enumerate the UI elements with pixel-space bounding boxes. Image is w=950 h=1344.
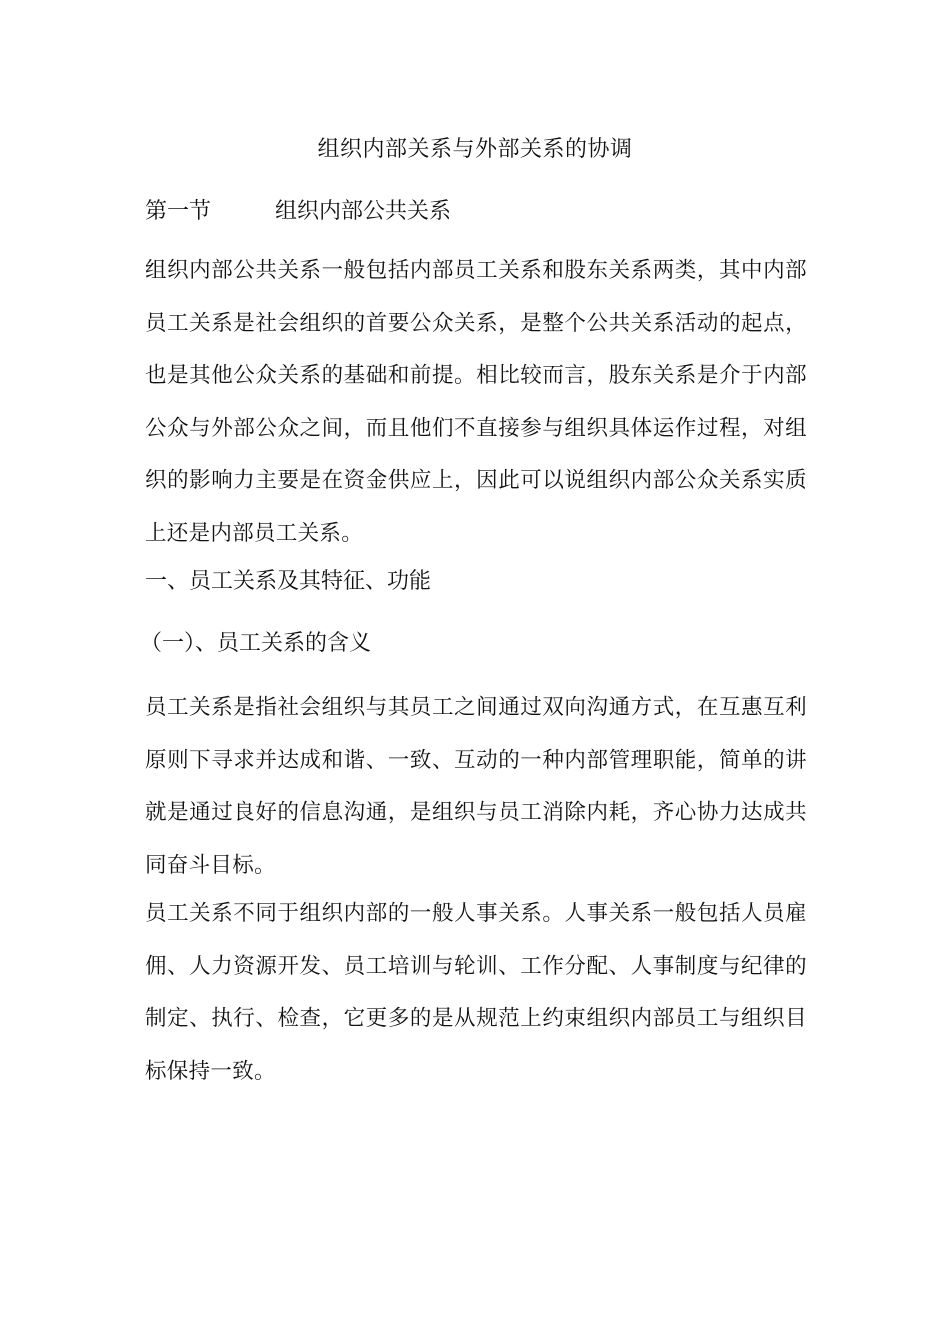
comparison-paragraph: 员工关系不同于组织内部的一般人事关系。人事关系一般包括人员雇佣、人力资源开发、员工培训与轮训、工作分配、人事制度与纪律的制定、执行、检查，它更多的是从规范上约束组织内部员工与组织目标保持一致。	[145, 901, 807, 1084]
document-title: 组织内部关系与外部关系的协调	[317, 137, 633, 162]
section-title: 组织内部公共关系	[275, 199, 452, 224]
section-number: 第一节	[145, 199, 212, 224]
section-heading	[145, 195, 451, 229]
subheading-definition: （一）、员工关系的含义	[140, 631, 372, 656]
intro-paragraph: 组织内部公共关系一般包括内部员工关系和股东关系两类，其中内部员工关系是社会组织的首要公众关系，是整个公共关系活动的起点，也是其他公众关系的基础和前提。相比较而言，股东关系是介于内部公众与外部公众之间，而且他们不直接参与组织具体运作过程，对组织的影响力主要是在资金供应上，因此可以说组织内部公众关系实质上还是内部员工关系。	[145, 258, 807, 546]
heading-employee-relations: 一、员工关系及其特征、功能	[145, 569, 432, 594]
definition-paragraph: 员工关系是指社会组织与其员工之间通过双向沟通方式，在互惠互利原则下寻求并达成和谐、一致、互动的一种内部管理职能，简单的讲就是通过良好的信息沟通，是组织与员工消除内耗，齐心协力达成共同奋斗目标。	[145, 695, 807, 878]
